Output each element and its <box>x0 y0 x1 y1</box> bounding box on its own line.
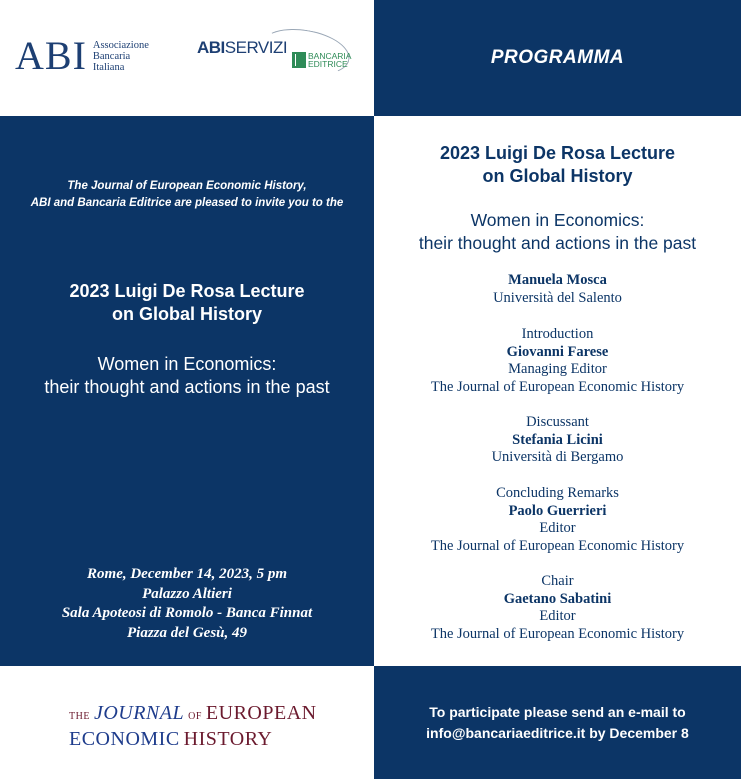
journal-logo-panel <box>0 666 374 779</box>
chair-affiliation: The Journal of European Economic History <box>430 625 685 642</box>
contact-instruction: To participate please send an e-mail to <box>429 703 686 720</box>
abiservizi-logo: ABISERVIZI <box>197 38 288 57</box>
concluding-block <box>374 485 741 555</box>
abi-logo <box>15 33 149 78</box>
concluding-title: Editor <box>539 520 576 536</box>
abi-logo-text: Associazione Bancaria Italiana <box>92 39 149 73</box>
book-icon <box>292 52 306 68</box>
concluding-name: Paolo Guerrieri <box>508 502 607 519</box>
event-venue <box>0 565 374 643</box>
introduction-title: Managing Editor <box>508 361 607 377</box>
introduction-affiliation: The Journal of European Economic History <box>430 378 685 395</box>
chair-name: Gaetano Sabatini <box>503 590 612 607</box>
discussant-affiliation: Università di Bergamo <box>491 449 624 465</box>
invitation-topic: Women in Economics: their thought and actions in the past <box>44 354 330 397</box>
event-date: Rome, December 14, 2023, 5 pm <box>87 566 287 582</box>
invitation-lecture-title: 2023 Luigi De Rosa Lecture on Global History <box>69 281 305 324</box>
discussant-role: Discussant <box>526 414 589 430</box>
speaker-block <box>374 272 741 307</box>
program-title: PROGRAMMA <box>490 47 625 68</box>
concluding-role: Concluding Remarks <box>496 485 619 501</box>
abi-logo-mark: ABI <box>15 33 87 78</box>
event-room: Sala Apoteosi di Romolo - Banca Finnat <box>61 605 313 621</box>
program-panel <box>374 116 741 666</box>
invitation-intro: The Journal of European Economic History, ABI and Bancaria Editrice are pleased to invite you to the <box>30 180 344 209</box>
program-header <box>374 0 741 116</box>
chair-title: Editor <box>539 608 576 624</box>
discussant-name: Stefania Licini <box>512 431 603 448</box>
concluding-affiliation: The Journal of European Economic History <box>430 537 685 554</box>
journal-logo: THE JOURNAL OF EUROPEAN ECONOMIC HISTORY <box>69 702 317 750</box>
contact-email[interactable]: info@bancariaeditrice.it by December 8 <box>426 724 689 741</box>
introduction-block <box>374 326 741 396</box>
bancaria-editrice-logo: BANCARIA EDITRICE <box>292 52 351 68</box>
contact-panel <box>374 666 741 779</box>
introduction-name: Giovanni Farese <box>506 343 609 360</box>
speaker-affiliation: Università del Salento <box>493 289 622 306</box>
speaker-name: Manuela Mosca <box>508 272 607 288</box>
program-lecture-title: 2023 Luigi De Rosa Lecture on Global History <box>439 143 676 186</box>
discussant-block <box>374 414 741 467</box>
header-logos <box>0 0 374 116</box>
chair-block <box>374 573 741 643</box>
event-building: Palazzo Altieri <box>142 585 232 602</box>
introduction-role: Introduction <box>521 326 594 342</box>
invitation-panel <box>0 116 374 666</box>
program-topic: Women in Economics: their thought and actions in the past <box>418 210 697 253</box>
chair-role: Chair <box>541 573 574 589</box>
event-address: Piazza del Gesù, 49 <box>127 624 247 641</box>
